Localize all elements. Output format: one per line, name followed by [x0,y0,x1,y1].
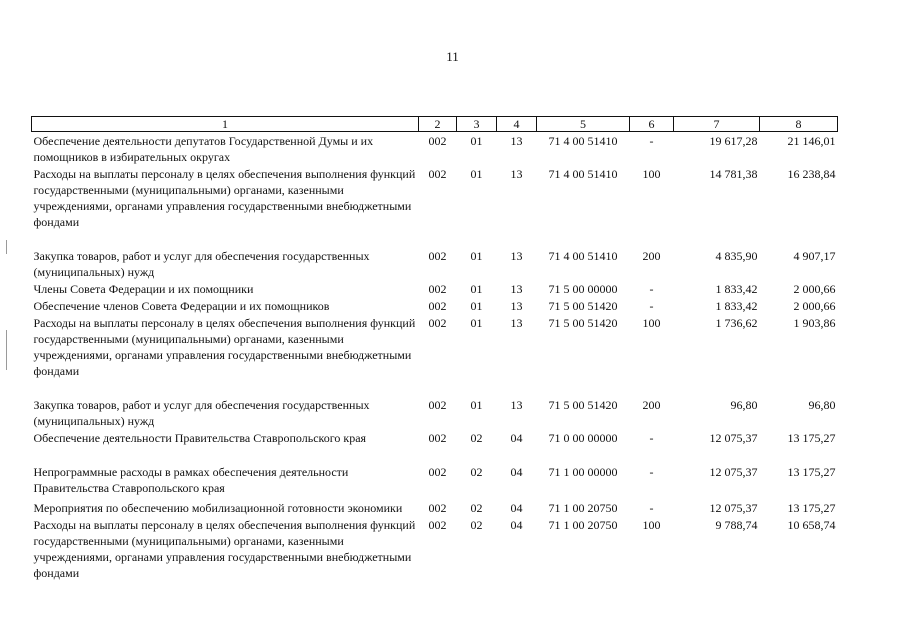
scan-artifact-line [6,330,7,370]
row-amount-col7: 14 781,38 [709,167,758,181]
row-amount-col8: 2 000,66 [793,299,836,313]
column-header-8: 8 [760,117,838,132]
table-row [32,247,838,280]
row-amount-col7: 9 788,74 [715,518,758,532]
row-subsection: 13 [510,249,523,263]
table-row [32,165,838,247]
row-amount-col8: 13 175,27 [787,501,836,515]
row-amount-col8: 13 175,27 [787,431,836,445]
table-row [32,280,838,297]
row-subsection: 04 [510,431,523,445]
row-target-code: 71 4 00 51410 [548,134,618,148]
table-row [32,429,838,463]
row-amount-col7: 12 075,37 [709,465,758,479]
row-org-code: 002 [428,167,447,181]
row-subsection: 04 [510,518,523,532]
row-target-code: 71 4 00 51410 [548,167,618,181]
row-target-code: 71 1 00 20750 [548,518,618,532]
row-target-code: 71 0 00 00000 [548,431,618,445]
page-number: 11 [446,49,459,64]
row-subsection: 13 [510,316,523,330]
row-name: Расходы на выплаты персоналу в целях обеспечения выполнения функций государственными (муниципальными) органами, казенными учреждениями, органами управления государственными внебюджетными фондами [33,316,416,378]
row-subsection: 13 [510,299,523,313]
row-subsection: 04 [510,465,523,479]
row-org-code: 002 [428,134,447,148]
row-expense-type: - [649,299,654,313]
row-subsection: 13 [510,134,523,148]
row-expense-type: - [649,501,654,515]
row-section: 01 [470,282,483,296]
row-expense-type: - [649,282,654,296]
row-amount-col7: 1 833,42 [715,299,758,313]
table-row [32,516,838,581]
row-org-code: 002 [428,518,447,532]
row-amount-col7: 12 075,37 [709,501,758,515]
row-expense-type: - [649,134,654,148]
row-org-code: 002 [428,431,447,445]
table-row [32,297,838,314]
column-header-3: 3 [457,117,497,132]
row-subsection: 13 [510,167,523,181]
row-target-code: 71 1 00 00000 [548,465,618,479]
row-target-code: 71 5 00 51420 [548,316,618,330]
row-org-code: 002 [428,398,447,412]
row-name: Непрограммные расходы в рамках обеспечения деятельности Правительства Ставропольского края [33,465,349,495]
row-amount-col8: 13 175,27 [787,465,836,479]
column-header-7: 7 [674,117,760,132]
row-expense-type: 100 [642,316,661,330]
column-header-5: 5 [537,117,630,132]
row-name: Закупка товаров, работ и услуг для обеспечения государственных (муниципальных) нужд [33,249,370,279]
row-expense-type: 100 [642,167,661,181]
column-header-2: 2 [419,117,457,132]
row-target-code: 71 5 00 00000 [548,282,618,296]
row-name: Члены Совета Федерации и их помощники [33,282,254,296]
row-amount-col7: 1 833,42 [715,282,758,296]
row-org-code: 002 [428,465,447,479]
row-org-code: 002 [428,249,447,263]
row-amount-col7: 12 075,37 [709,431,758,445]
row-name: Обеспечение деятельности депутатов Государственной Думы и их помощников в избирательных округах [33,134,374,164]
row-org-code: 002 [428,501,447,515]
row-org-code: 002 [428,299,447,313]
row-name: Расходы на выплаты персоналу в целях обеспечения выполнения функций государственными (муниципальными) органами, казенными учреждениями, органами управления государственными внебюджетными фондами [33,518,416,580]
row-expense-type: - [649,465,654,479]
row-name: Обеспечение членов Совета Федерации и их помощников [33,299,330,313]
row-amount-col8: 10 658,74 [787,518,836,532]
table-row [32,314,838,396]
row-target-code: 71 5 00 51420 [548,398,618,412]
row-name: Мероприятия по обеспечению мобилизационной готовности экономики [33,501,403,515]
scan-artifact-line [6,240,7,254]
row-section: 01 [470,134,483,148]
row-subsection: 13 [510,282,523,296]
table-row [32,396,838,429]
row-amount-col7: 19 617,28 [709,134,758,148]
row-amount-col8: 2 000,66 [793,282,836,296]
table-row [32,132,838,166]
row-subsection: 13 [510,398,523,412]
row-name: Закупка товаров, работ и услуг для обеспечения государственных (муниципальных) нужд [33,398,370,428]
row-section: 01 [470,167,483,181]
row-org-code: 002 [428,316,447,330]
row-section: 01 [470,398,483,412]
row-name: Расходы на выплаты персоналу в целях обеспечения выполнения функций государственными (муниципальными) органами, казенными учреждениями, органами управления государственными внебюджетными фондами [33,167,416,229]
row-amount-col7: 96,80 [730,398,758,412]
row-amount-col8: 16 238,84 [787,167,836,181]
table-body [32,132,838,582]
row-target-code: 71 1 00 20750 [548,501,618,515]
row-target-code: 71 5 00 51420 [548,299,618,313]
row-amount-col8: 1 903,86 [793,316,836,330]
row-section: 02 [470,431,483,445]
row-org-code: 002 [428,282,447,296]
column-header-6: 6 [630,117,674,132]
row-expense-type: 100 [642,518,661,532]
column-number-row [32,117,838,132]
row-section: 01 [470,299,483,313]
row-section: 01 [470,316,483,330]
table-row [32,499,838,516]
budget-table [31,116,838,581]
row-amount-col8: 4 907,17 [793,249,836,263]
table-header [32,117,838,132]
row-target-code: 71 4 00 51410 [548,249,618,263]
row-expense-type: - [649,431,654,445]
column-header-1: 1 [32,117,419,132]
row-expense-type: 200 [642,249,661,263]
row-expense-type: 200 [642,398,661,412]
row-amount-col7: 4 835,90 [715,249,758,263]
row-section: 02 [470,465,483,479]
table-row [32,463,838,499]
row-amount-col7: 1 736,62 [715,316,758,330]
row-section: 02 [470,501,483,515]
row-name: Обеспечение деятельности Правительства Ставропольского края [33,431,367,445]
row-section: 01 [470,249,483,263]
row-subsection: 04 [510,501,523,515]
row-section: 02 [470,518,483,532]
column-header-4: 4 [497,117,537,132]
row-amount-col8: 96,80 [808,398,836,412]
row-amount-col8: 21 146,01 [787,134,836,148]
